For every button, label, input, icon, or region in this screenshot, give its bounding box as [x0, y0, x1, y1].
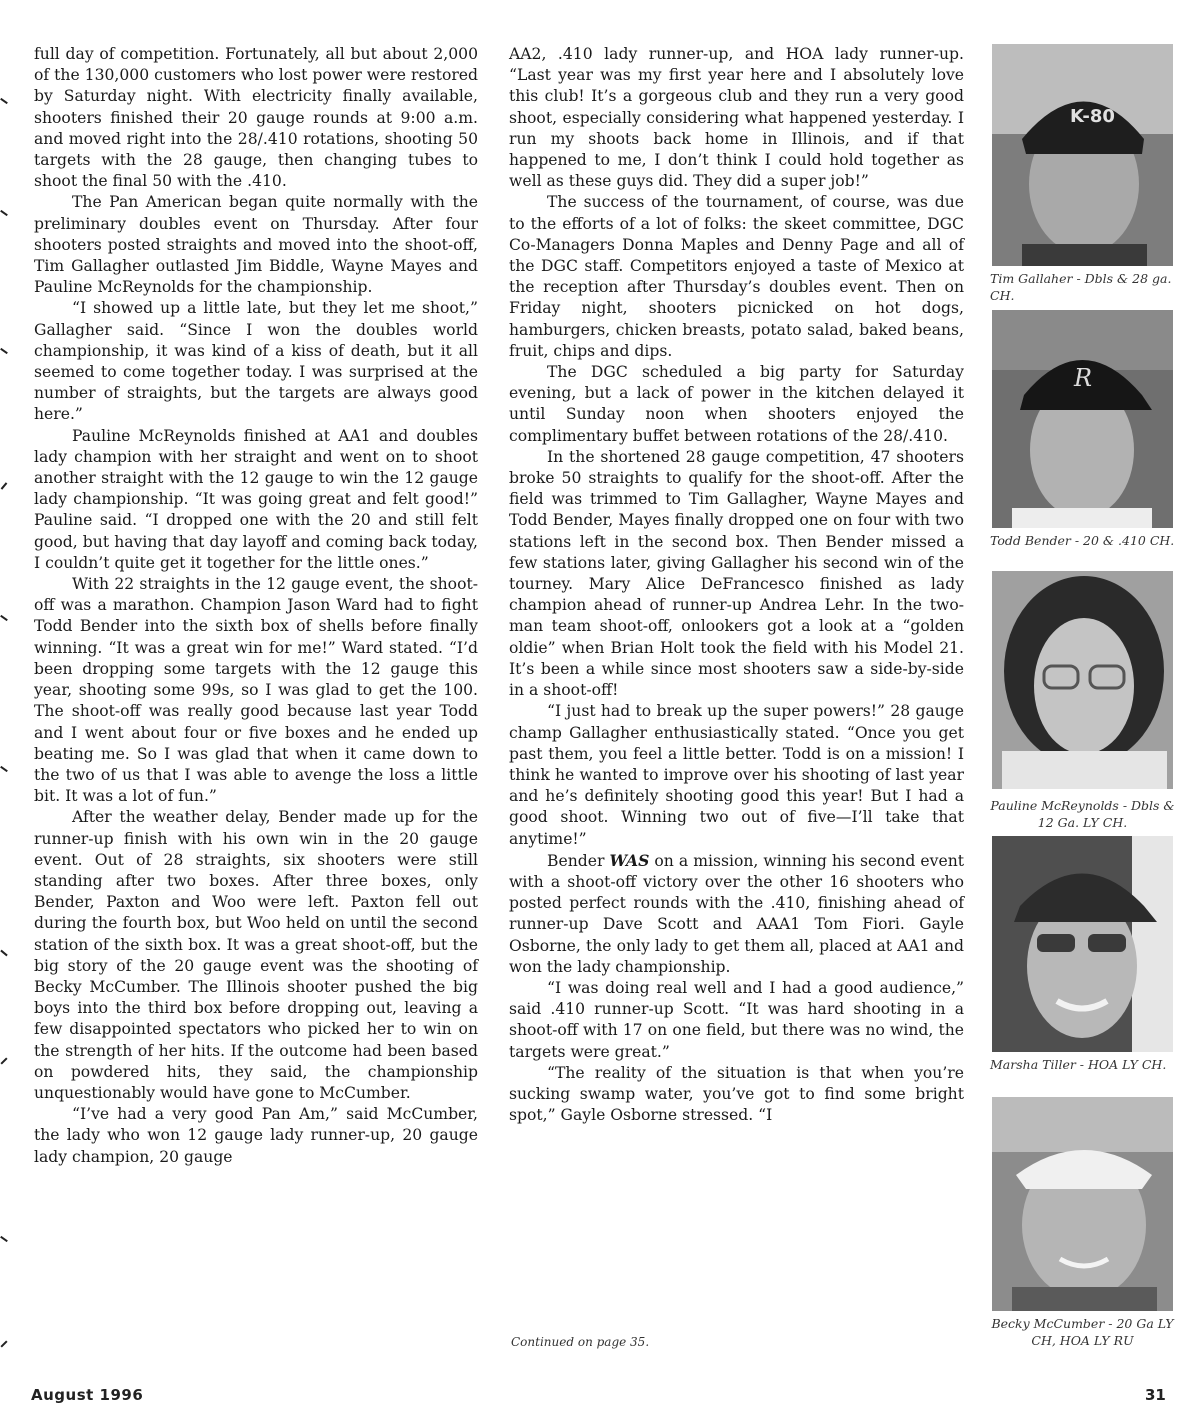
paragraph: “I just had to break up the super powers!” 28 gauge champ Gallagher enthusiastically stated. “Once you get past them, you feel a little better. Todd is on a mission! I think he wanted to improve over his shooting of last year and he’s definitely shooting good this year! But I had a good shoot. Winning two out of five—I’ll take that anytime!”	[509, 702, 964, 848]
paragraph-start: Bender	[547, 851, 610, 870]
paragraph: In the shortened 28 gauge competition, 47 shooters broke 50 straights to qualify for the shoot-off. After the field was trimmed to Tim Gallagher, Wayne Mayes and Todd Bender, Mayes finally dropped one on four with two stations left in the second box. Then Bender missed a few stations later, giving Gallagher his second win of the tourney. Mary Alice DeFrancesco finished as lady champion ahead of runner-up Andrea Lehr. In the two-man team shoot-off, onlookers got a look at a “golden oldie” when Brian Holt took the field with his Model 21. It’s been a while since most shooters saw a side-by-side in a shoot-off!	[509, 447, 964, 700]
photo-caption: Tim Gallaher - Dbls & 28 ga. CH.	[990, 271, 1172, 303]
article-column-left	[34, 44, 478, 1168]
paragraph: The Pan American began quite normally with the preliminary doubles event on Thursday. After four shooters posted straights and moved into the shoot-off, Tim Gallagher outlasted Jim Biddle, Wayne Mayes and Pauline McReynolds for the championship.	[34, 193, 478, 297]
photo-marsha-tiller	[992, 836, 1173, 1052]
photo-pauline-mcreynolds	[992, 571, 1173, 789]
continued-note: Continued on page 35.	[511, 1335, 650, 1349]
page-number: 31	[1145, 1386, 1166, 1404]
paragraph: AA2, .410 lady runner-up, and HOA lady runner-up. “Last year was my first year here and I absolutely love this club! It’s a gorgeous club and they run a very good shoot, especially considering what happened yesterday. I run my shoots back home in Illinois, and if that happened to me, I don’t think I could hold together as well as these guys did. They did a super job!”	[509, 45, 964, 191]
photo-todd-bender	[992, 310, 1173, 528]
footer-date: August 1996	[31, 1386, 144, 1404]
paragraph: The DGC scheduled a big party for Saturday evening, but a lack of power in the kitchen delayed it until Sunday noon when shooters enjoyed the complimentary buffet between rotations of the 28/.410.	[509, 363, 964, 445]
emphasis-text: WAS	[609, 850, 650, 870]
paragraph: “I showed up a little late, but they let me shoot,” Gallagher said. “Since I won the doubles world championship, it was kind of a kiss of death, but it all seemed to come together today. I was surprised at the number of straights, but the targets are always good here.”	[34, 299, 478, 424]
photo-caption: Pauline McReynolds - Dbls & 12 Ga. LY CH.	[990, 798, 1175, 830]
paragraph-rest: on a mission, winning his second event with a shoot-off victory over the other 16 shooters who posted perfect rounds with the .410, finishing ahead of runner-up Dave Scott and AAA1 Tom Fiori. Gayle Osborne, the only lady to get them all, placed at AA1 and won the lady championship.	[509, 851, 964, 976]
photo-caption: Becky McCumber - 20 Ga LY CH, HOA LY RU	[991, 1316, 1174, 1348]
paragraph	[509, 850, 964, 978]
paragraph: “I’ve had a very good Pan Am,” said McCumber, the lady who won 12 gauge lady runner-up, 20 gauge lady champion, 20 gauge	[34, 1105, 478, 1166]
paragraph: full day of competition. Fortunately, all but about 2,000 of the 130,000 customers who lost power were restored by Saturday night. With electricity finally available, shooters finished their 20 gauge rounds at 9:00 a.m. and moved right into the 28/.410 rotations, shooting 50 targets with the 28 gauge, then changing tubes to shoot the final 50 with the .410.	[34, 45, 478, 191]
photo-caption: Marsha Tiller - HOA LY CH.	[990, 1057, 1167, 1072]
photo-caption: Todd Bender - 20 & .410 CH.	[990, 533, 1175, 548]
article-column-middle	[509, 44, 964, 1126]
svg-text:K-80: K-80	[1070, 106, 1115, 127]
photo-becky-mccumber	[992, 1097, 1173, 1311]
paragraph: The success of the tournament, of course, was due to the efforts of a lot of folks: the skeet committee, DGC Co-Managers Donna Maples and Denny Page and all of the DGC staff. Competitors enjoyed a taste of Mexico at the reception after Thursday’s doubles event. Then on Friday night, shooters picnicked on hot dogs, hamburgers, chicken breasts, potato salad, baked beans, fruit, chips and dips.	[509, 193, 964, 360]
paragraph: With 22 straights in the 12 gauge event, the shoot-off was a marathon. Champion Jason Ward had to fight Todd Bender into the sixth box of shells before finally winning. “It was a great win for me!” Ward stated. “I’d been dropping some targets with the 12 gauge this year, shooting some 99s, so I was glad to get the 100. The shoot-off was really good because last year Todd and I went about four or five boxes and he ended up beating me. So I was glad that when it came down to the two of us that I was able to avenge the loss a little bit. It was a lot of fun.”	[34, 575, 478, 806]
paragraph: “I was doing real well and I had a good audience,” said .410 runner-up Scott. “It was hard shooting in a shoot-off with 17 on one field, but there was no wind, the targets were great.”	[509, 978, 964, 1061]
photo-tim-gallaher	[992, 44, 1173, 266]
paragraph: After the weather delay, Bender made up for the runner-up finish with his own win in the 20 gauge event. Out of 28 straights, six shooters were still standing after two boxes. After three boxes, only Bender, Paxton and Woo were left. Paxton fell out during the fourth box, but Woo held on until the second station of the sixth box. It was a great shoot-off, but the big story of the 20 gauge event was the shooting of Becky McCumber. The Illinois shooter pushed the big boys into the third box before dropping out, leaving a few disappointed spectators who picked her to win on the strength of her hits. If the outcome had been based on powdered hits, they said, the championship unquestionably would have gone to McCumber.	[34, 808, 478, 1102]
paragraph: “The reality of the situation is that when you’re sucking swamp water, you’ve got to find some bright spot,” Gayle Osborne stressed. “I	[509, 1063, 964, 1125]
paragraph: Pauline McReynolds finished at AA1 and doubles lady champion with her straight and went on to shoot another straight with the 12 gauge to win the 12 gauge lady championship. “It was going great and felt good!” Pauline said. “I dropped one with the 20 and still felt good, but having that day layoff and coming back today, I couldn’t quite get it together for the little ones.”	[34, 426, 478, 572]
svg-text:R: R	[1074, 364, 1093, 392]
